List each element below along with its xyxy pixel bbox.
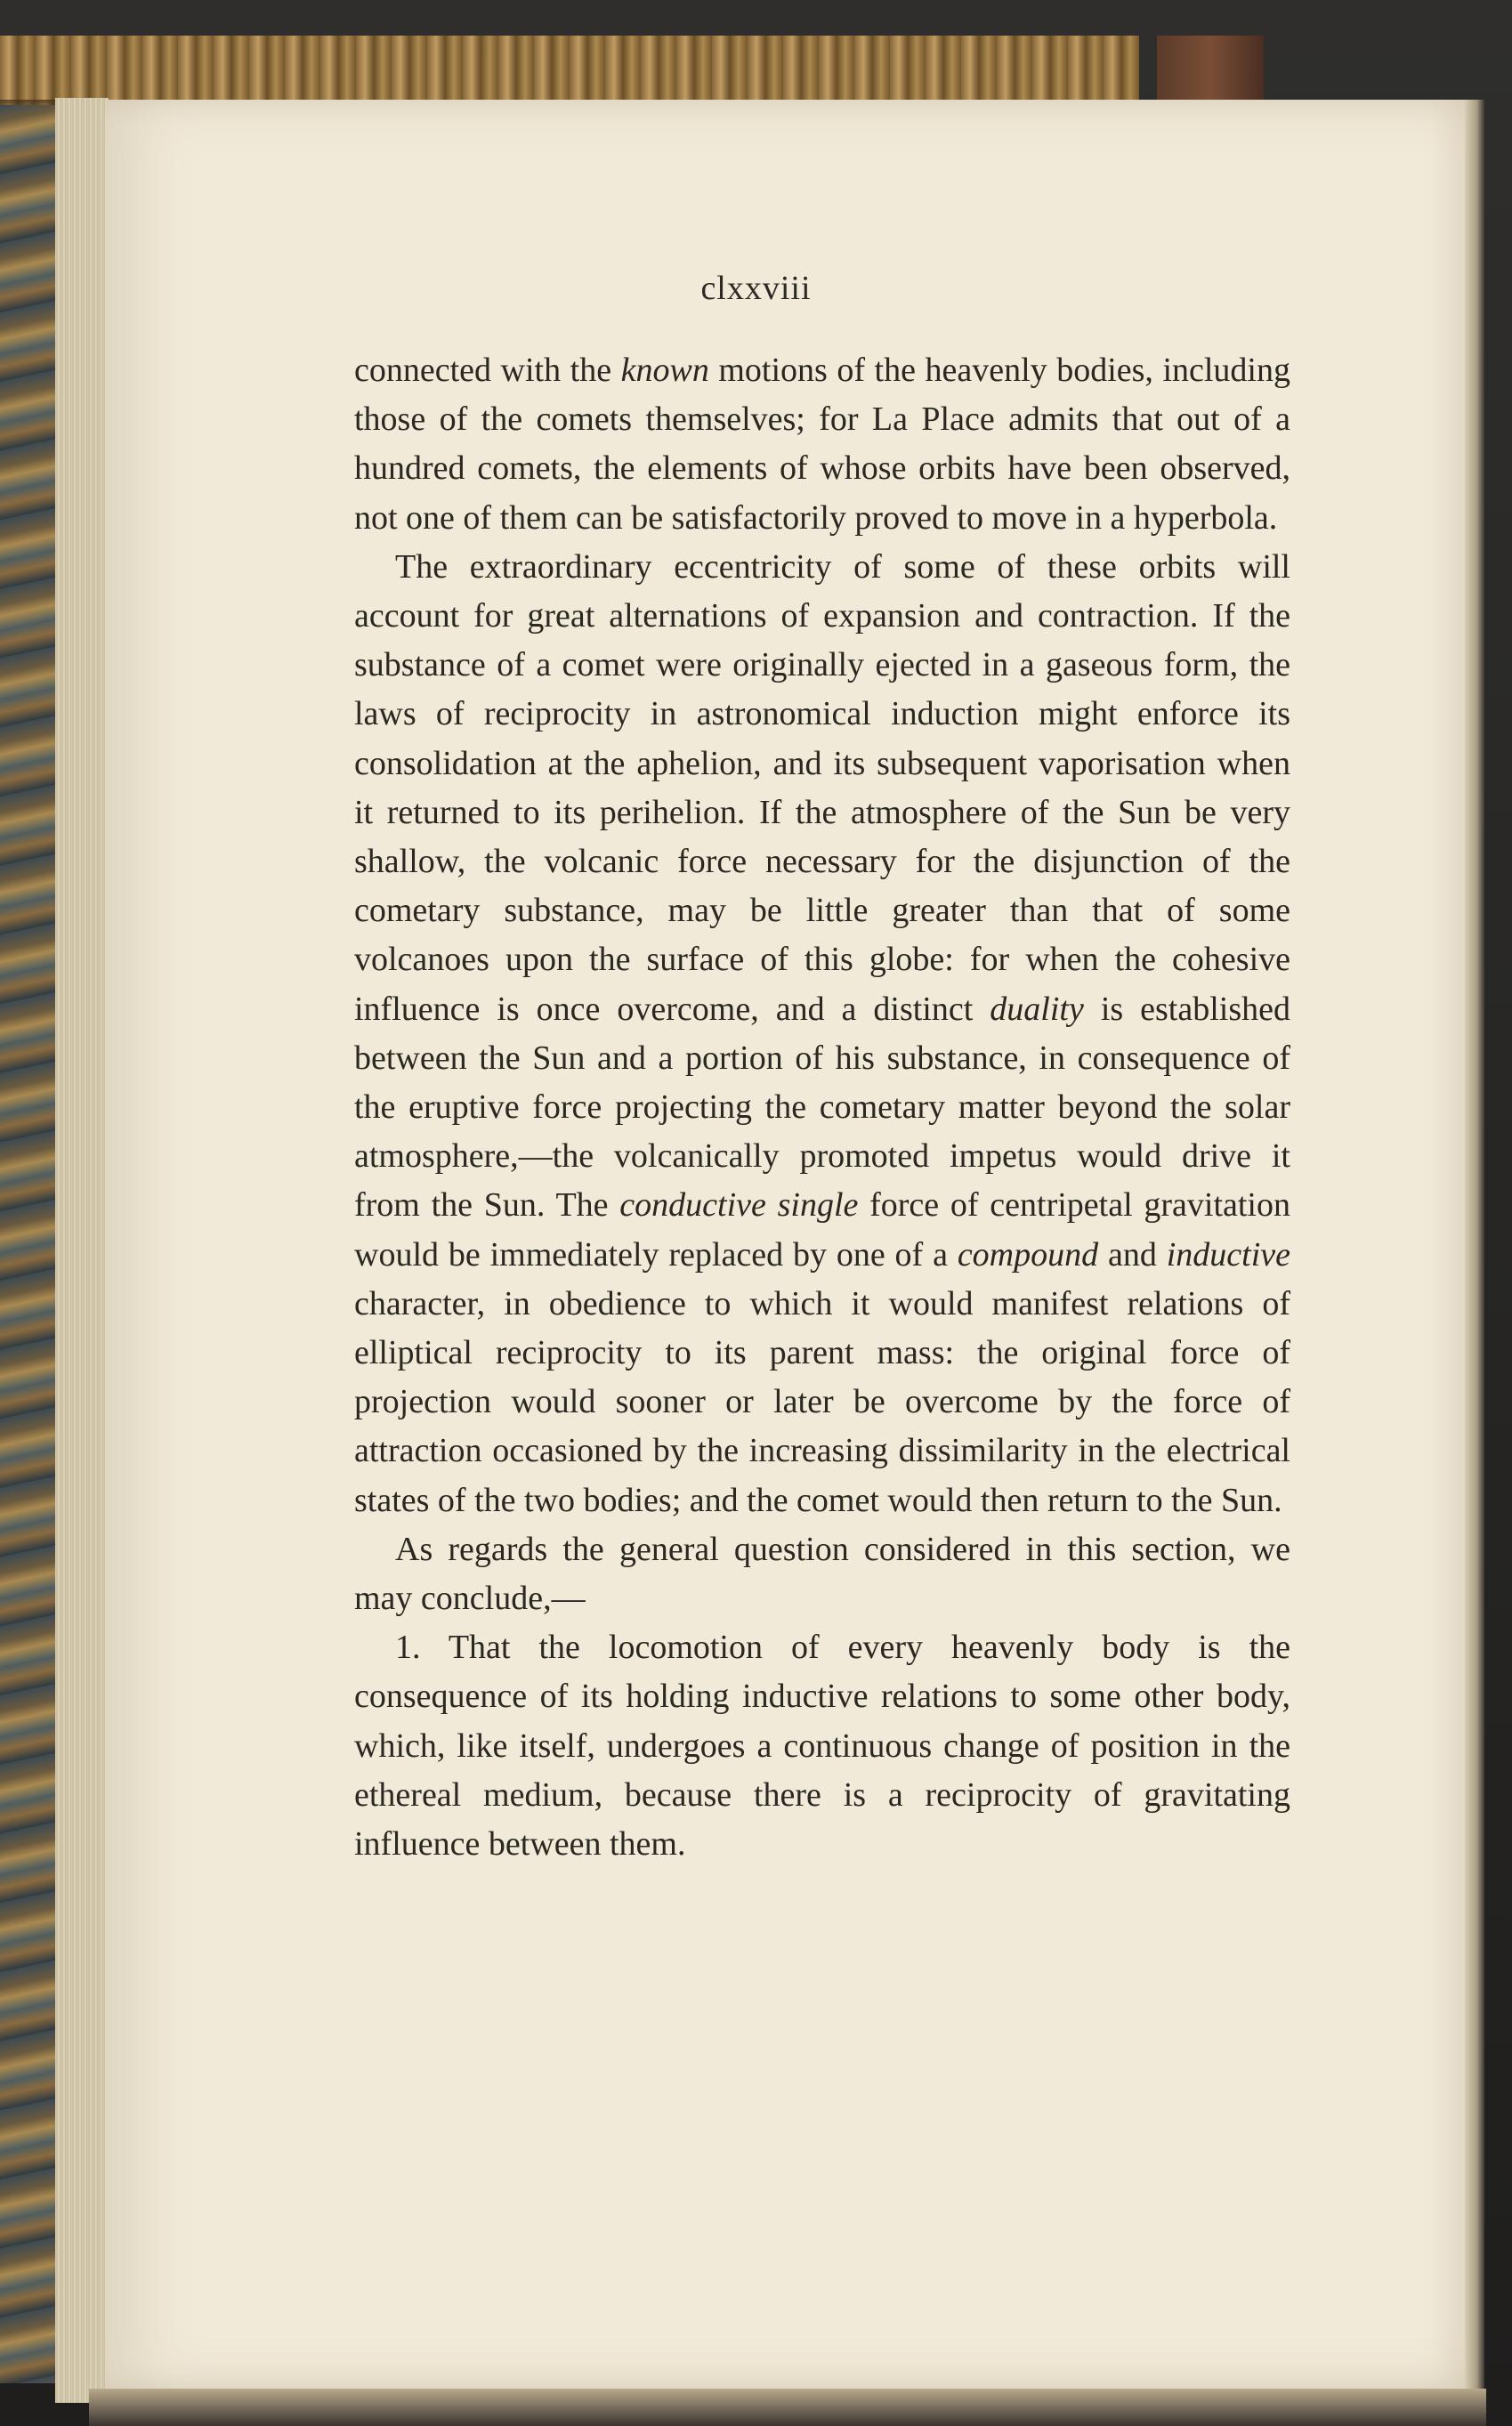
italic-text: compound [957,1235,1099,1274]
page-edges [55,98,109,2403]
text-run: connected with the [354,352,621,389]
text-run: motions of the heavenly bodies, including those of the comets themselves; for La Place admits that out of a hundred comets, the elements of whose orbits have been observed, not one of them can be satisfactorily proved to move in a hyperbola. [354,352,1290,537]
italic-text: known [620,352,709,389]
text-run: force of centripetal gravitation would be immediately replaced by one of a [354,1186,1290,1274]
bookmark-ribbon [1157,36,1264,107]
text-run: As regards the general question considered in this section, we may conclude,— [354,1530,1290,1618]
text-run: The extraordinary eccentricity of some of these orbits will account for great alternations of expansion and contraction. If the substance of a comet were originally ejected in a gaseous form, the laws of reciprocity in astronomical induction might enforce its consolidation at the aphelion, and its subsequent vaporisation when it returned to its perihelion. If the atmosphere of the Sun be very shallow, the volcanic force necessary for the disjunction of the cometary substance, may be little greater than that of some volcanoes upon the surface of this globe: for when the cohesive influence is once overcome, and a distinct [354,547,1290,1028]
text-run: character, in obedience to which it would manifest relations of elliptical reciprocity to its parent mass: the original force of projection would sooner or later be overcome by the force of attraction occasioned by the increasing dissimilarity in the electrical states of the two bodies; and the comet would then return to the Sun. [354,1284,1290,1519]
text-run: 1. That the locomotion of every heavenly body is the consequence of its holding inductive relations to some other body, which, like itself, undergoes a continuous change of position in the ethereal medium, because there is a reciprocity of gravitating influence between them. [354,1629,1290,1864]
decorative-headband [0,36,1139,107]
italic-text: inductive [1166,1235,1291,1274]
page-number: clxxviii [700,270,812,307]
text-run: and [1098,1235,1167,1274]
text-run: is established between the Sun and a portion of his substance, in consequence of the eruptive force projecting the cometary matter beyond the solar atmosphere,—the volcanically promoted impetus would drive it from the Sun. The [354,990,1290,1225]
right-book-edge [1465,100,1484,2405]
body-text [354,346,1290,1869]
paragraph [354,543,1290,1525]
italic-text: conductive single [619,1186,859,1225]
paragraph [354,1623,1290,1869]
bottom-book-edge [89,2389,1486,2426]
paragraph [354,1525,1290,1623]
italic-text: duality [990,990,1084,1028]
paragraph [354,346,1290,543]
